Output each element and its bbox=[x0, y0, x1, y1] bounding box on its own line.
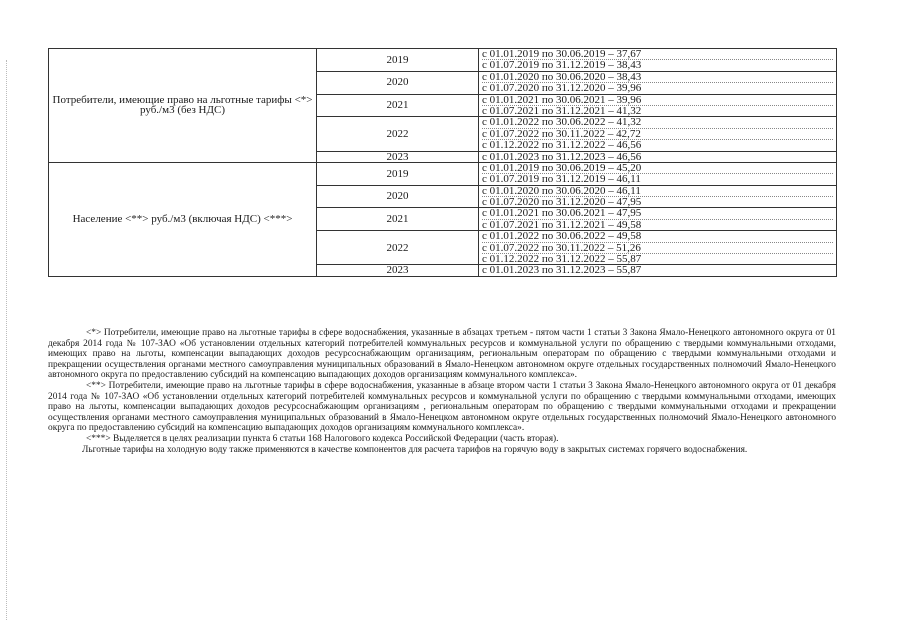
rate-period: с 01.07.2019 по 31.12.2019 – 38,43 bbox=[482, 59, 642, 72]
rate-period: с 01.01.2021 по 30.06.2021 – 47,95 bbox=[482, 208, 833, 219]
rate-period: с 01.07.2022 по 30.11.2022 – 51,26 bbox=[482, 243, 833, 254]
year-cell: 2019 bbox=[317, 49, 479, 72]
footnote-vat: <***> Выделяется в целях реализации пункта 6 статьи 168 Налогового кодекса Российской Федерации (часть вторая). bbox=[86, 433, 559, 444]
rate-periods-cell bbox=[479, 231, 837, 265]
tariff-table-body bbox=[49, 49, 837, 277]
rate-period: с 01.01.2023 по 31.12.2023 – 55,87 bbox=[482, 264, 642, 277]
rate-periods-cell bbox=[479, 94, 837, 117]
rate-period: с 01.07.2019 по 31.12.2019 – 46,11 bbox=[482, 173, 641, 186]
year-cell: 2022 bbox=[317, 117, 479, 151]
rate-periods-cell bbox=[479, 162, 837, 185]
year-cell: 2022 bbox=[317, 231, 479, 265]
footnotes bbox=[48, 328, 836, 455]
rate-period: с 01.07.2021 по 31.12.2021 – 41,32 bbox=[482, 104, 642, 117]
consumer-category-cell: Потребители, имеющие право на льготные тарифы <*> руб./м3 (без НДС) bbox=[49, 49, 317, 163]
rate-period: с 01.07.2020 по 31.12.2020 – 39,96 bbox=[482, 82, 642, 95]
rate-periods-cell bbox=[479, 208, 837, 231]
year-cell: 2021 bbox=[317, 94, 479, 117]
rate-periods-cell bbox=[479, 151, 837, 162]
rate-period: с 01.01.2019 по 30.06.2019 – 45,20 bbox=[482, 163, 833, 174]
tariff-row bbox=[49, 49, 837, 72]
rate-period: с 01.01.2022 по 30.06.2022 – 49,58 bbox=[482, 231, 833, 242]
rate-period: с 01.01.2021 по 30.06.2021 – 39,96 bbox=[482, 95, 833, 106]
rate-period: с 01.01.2020 по 30.06.2020 – 46,11 bbox=[482, 186, 833, 197]
rate-periods-cell bbox=[479, 49, 837, 72]
rate-periods-cell bbox=[479, 185, 837, 208]
rate-period: с 01.12.2022 по 31.12.2022 – 46,56 bbox=[482, 139, 642, 152]
rate-period: с 01.12.2022 по 31.12.2022 – 55,87 bbox=[482, 253, 642, 266]
consumer-category-cell: Население <**> руб./м3 (включая НДС) <***> bbox=[49, 162, 317, 276]
rate-periods-cell bbox=[479, 71, 837, 94]
scan-edge-line bbox=[6, 60, 8, 620]
footnote-preferential-consumers: <*> Потребители, имеющие право на льготные тарифы в сфере водоснабжения, указанные в абзацах третьем - пятом части 1 статьи 3 Закона Ямало-Ненецкого автономного округа от 01 декабря 2014 года № 107-ЗАО «Об установлении отдельных категорий потребителей коммунальных ресурсов и коммунальной услуги по обращению с твердыми коммунальными отходами, имеющих право на льготы, компенсации выпадающих доходов ресурсоснабжающим организациям, региональным операторам по обращению с твердыми коммунальными отходами и прекращении осуществления органами местного самоуправления муниципальных образований в Ямало-Ненецком автономном округе отдельных государственных полномочий Ямало-Ненецкого автономного округа по предоставлению субсидий на компенсацию выпадающих доходов организациям коммунального комплекса». bbox=[48, 328, 836, 381]
rate-period: с 01.01.2022 по 30.06.2022 – 41,32 bbox=[482, 117, 833, 128]
rate-period: с 01.07.2021 по 31.12.2021 – 49,58 bbox=[482, 218, 642, 231]
year-cell: 2019 bbox=[317, 162, 479, 185]
footnote-population: <**> Потребители, имеющие право на льготные тарифы в сфере водоснабжения, указанные в абзаце втором части 1 статьи 3 Закона Ямало-Ненецкого автономного округа от 01 декабря 2014 года № 107-ЗАО «Об установлении отдельных категорий потребителей коммунальных ресурсов и коммунальной услуги по обращению с твердыми коммунальными отходами, имеющих право на льготы, компенсации выпадающих доходов ресурсоснабжающим организациям , региональным операторам по обращению с твердыми коммунальными отходами и прекращении осуществления органами местного самоуправления муниципальных образований в Ямало-Ненецком автономном округе отдельных государственных полномочий Ямало-Ненецкого автономного округа по предоставлению субсидий на компенсацию выпадающих доходов организациям коммунального комплекса». bbox=[48, 380, 836, 434]
tariff-row bbox=[49, 162, 837, 185]
year-cell: 2021 bbox=[317, 208, 479, 231]
rate-periods-cell bbox=[479, 117, 837, 151]
rate-period: с 01.01.2023 по 31.12.2023 – 46,56 bbox=[482, 150, 642, 163]
rate-period: с 01.01.2019 по 30.06.2019 – 37,67 bbox=[482, 49, 833, 60]
rate-period: с 01.07.2020 по 31.12.2020 – 47,95 bbox=[482, 196, 642, 209]
year-cell: 2020 bbox=[317, 71, 479, 94]
rate-period: с 01.07.2022 по 30.11.2022 – 42,72 bbox=[482, 129, 833, 140]
tariff-table bbox=[48, 48, 837, 277]
year-cell: 2023 bbox=[317, 265, 479, 276]
year-cell: 2020 bbox=[317, 185, 479, 208]
footnote-hot-water-note: Льготные тарифы на холодную воду также применяются в качестве компонентов для расчета тарифов на горячую воду в закрытых системах горячего водоснабжения. bbox=[82, 444, 748, 455]
rate-period: с 01.01.2020 по 30.06.2020 – 38,43 bbox=[482, 72, 833, 83]
year-cell: 2023 bbox=[317, 151, 479, 162]
rate-periods-cell bbox=[479, 265, 837, 276]
